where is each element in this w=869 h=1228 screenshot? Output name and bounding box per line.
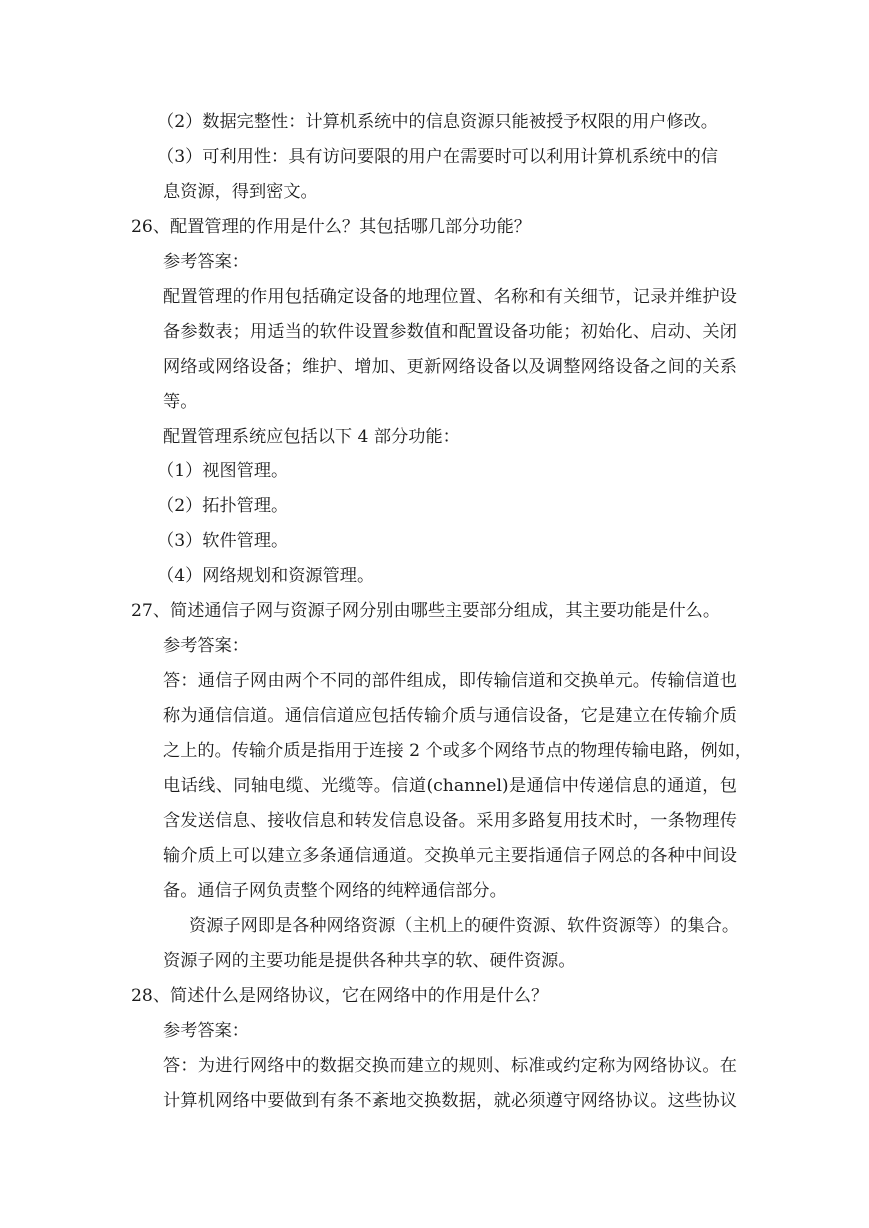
answer-paragraph-line: 之上的。传输介质是指用于连接 2 个或多个网络节点的物理传输电路，例如， [163,741,753,761]
answer-paragraph-line: 网络或网络设备；维护、增加、更新网络设备以及调整网络设备之间的关系 [163,357,737,377]
answer-paragraph-line: 备。通信子网负责整个网络的纯粹通信部分。 [163,881,507,901]
list-item: （2）拓扑管理。 [157,496,289,516]
answer-paragraph-line: 配置管理的作用包括确定设备的地理位置、名称和有关细节，记录并维护设 [163,287,737,307]
answer-label: 参考答案： [163,636,249,656]
answer-paragraph-line: 备参数表；用适当的软件设置参数值和配置设备功能；初始化、启动、关闭 [163,322,737,342]
answer-item-3-cont: 息资源，得到密文。 [163,182,318,202]
question-28: 28、简述什么是网络协议，它在网络中的作用是什么？ [131,986,549,1006]
answer-paragraph-line: 资源子网的主要功能是提供各种共享的软、硬件资源。 [163,951,576,971]
question-27: 27、简述通信子网与资源子网分别由哪些主要部分组成，其主要功能是什么。 [131,601,721,621]
answer-paragraph-line: 配置管理系统应包括以下 4 部分功能： [163,427,460,447]
answer-label: 参考答案： [163,252,249,272]
answer-label: 参考答案： [163,1021,249,1041]
list-item: （3）软件管理。 [157,531,289,551]
answer-paragraph-line: 等。 [163,392,198,412]
answer-paragraph-line: 输介质上可以建立多条通信通道。交换单元主要指通信子网总的各种中间设 [163,846,737,866]
answer-paragraph-line: 称为通信信道。通信信道应包括传输介质与通信设备，它是建立在传输介质 [163,706,737,726]
answer-paragraph-line: 电话线、同轴电缆、光缆等。信道(channel)是通信中传递信息的通道，包 [163,776,737,796]
answer-item-3: （3）可利用性：具有访问要限的用户在需要时可以利用计算机系统中的信 [157,147,718,167]
list-item: （1）视图管理。 [157,461,289,481]
answer-paragraph-line: 答：为进行网络中的数据交换而建立的规则、标准或约定称为网络协议。在 [163,1056,737,1076]
answer-paragraph-line: 答：通信子网由两个不同的部件组成，即传输信道和交换单元。传输信道也 [163,671,737,691]
answer-paragraph-line: 计算机网络中要做到有条不紊地交换数据，就必须遵守网络协议。这些协议 [163,1091,737,1111]
list-item: （4）网络规划和资源管理。 [157,566,375,586]
answer-paragraph-line: 资源子网即是各种网络资源（主机上的硬件资源、软件资源等）的集合。 [189,916,740,936]
answer-item-2: （2）数据完整性：计算机系统中的信息资源只能被授予权限的用户修改。 [157,112,718,132]
question-26: 26、配置管理的作用是什么？其包括哪几部分功能？ [131,217,531,237]
answer-paragraph-line: 含发送信息、接收信息和转发信息设备。采用多路复用技术时，一条物理传 [163,811,737,831]
